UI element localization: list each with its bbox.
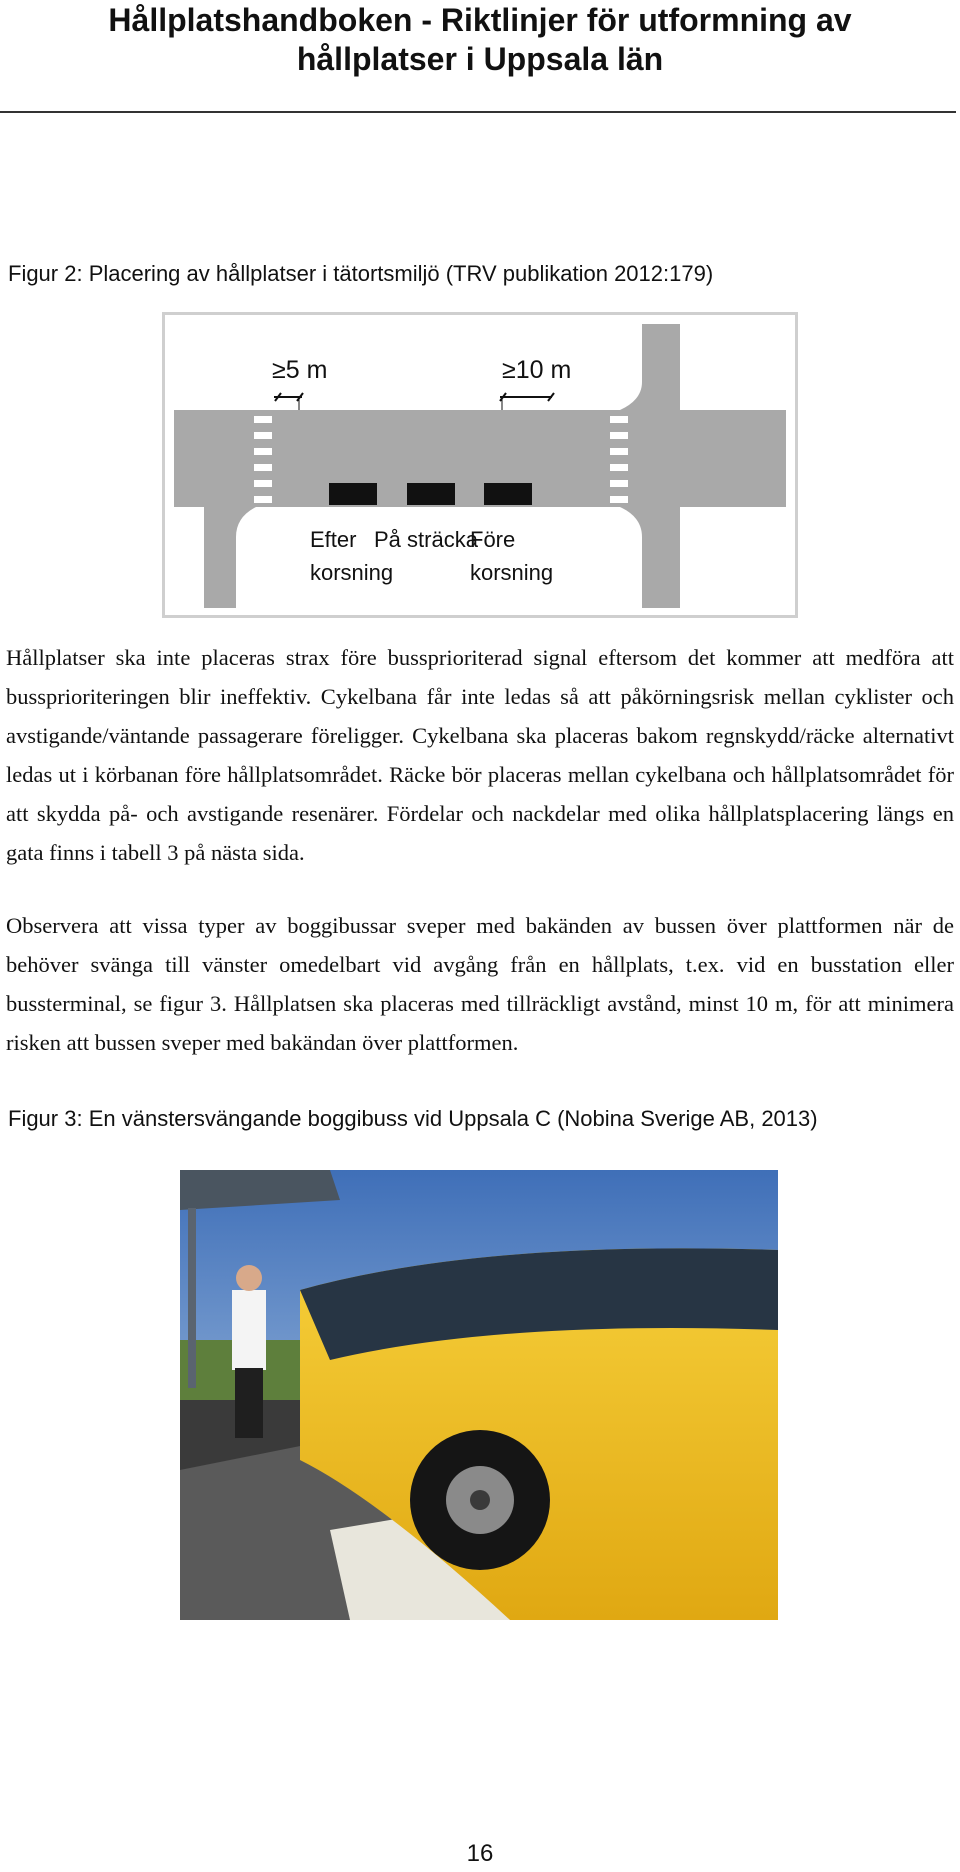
person-shirt	[232, 1290, 266, 1370]
stop-on-stretch	[407, 483, 455, 505]
page-number: 16	[466, 1840, 494, 1867]
person-head	[236, 1265, 262, 1291]
paragraph-1: Hållplatser ska inte placeras strax före bussprioriterad signal eftersom det kommer att medföra att bussprioriteringen blir ineffektiv. Cykelbana får inte ledas så att påkörningsrisk mellan cyklister och avstigande/väntande passagerare föreligger. Cykelbana ska placeras bakom regnskydd/räcke alternativt ledas ut i körbanan före hållplatsområdet. Räcke bör placeras mellan cykelbana och hållplatsområdet för att skydda på- och avstigande resenärer. Fördelar och nackdelar med olika hållplatsplacering längs en gata finns i tabell 3 på nästa sida.	[6, 645, 954, 865]
header-title-line1: Hållplatshandboken - Riktlinjer för utformning av	[108, 2, 852, 38]
figure2-diagram	[162, 312, 798, 618]
label-after-line2: korsning	[310, 560, 394, 585]
header-divider	[0, 111, 956, 113]
figure3-caption: Figur 3: En vänstersvängande boggibuss vid Uppsala C (Nobina Sverige AB, 2013)	[8, 1106, 818, 1131]
label-after-line1: Efter	[310, 527, 357, 552]
stop-after-crossing	[329, 483, 377, 505]
dist-label-left: ≥5 m	[272, 356, 328, 384]
label-stretch: På sträcka	[374, 527, 478, 552]
paragraph-2: Observera att vissa typer av boggibussar sveper med bakänden av bussen över plattformen när de behöver svänga till vänster omedelbart vid avgång från en hållplats, t.ex. vid en busstation eller bussterminal, se figur 3. Hållplatsen ska placeras med tillräckligt avstånd, minst 10 m, för att minimera risken att bussen sveper med bakändan över plattformen.	[6, 913, 954, 1055]
main-road	[174, 410, 786, 507]
stop-before-crossing	[484, 483, 532, 505]
figure2-caption: Figur 2: Placering av hållplatser i tätortsmiljö (TRV publikation 2012:179)	[8, 261, 714, 286]
shelter-post	[188, 1208, 196, 1388]
dist-label-right: ≥10 m	[502, 356, 572, 384]
header-title-line2: hållplatser i Uppsala län	[296, 41, 664, 77]
label-before-line2: korsning	[470, 560, 554, 585]
bus-wheel-hub	[470, 1490, 490, 1510]
document-header	[0, 0, 960, 79]
label-before-line1: Före	[470, 527, 516, 552]
person-trousers	[235, 1368, 263, 1438]
figure3-photo	[180, 1170, 778, 1620]
